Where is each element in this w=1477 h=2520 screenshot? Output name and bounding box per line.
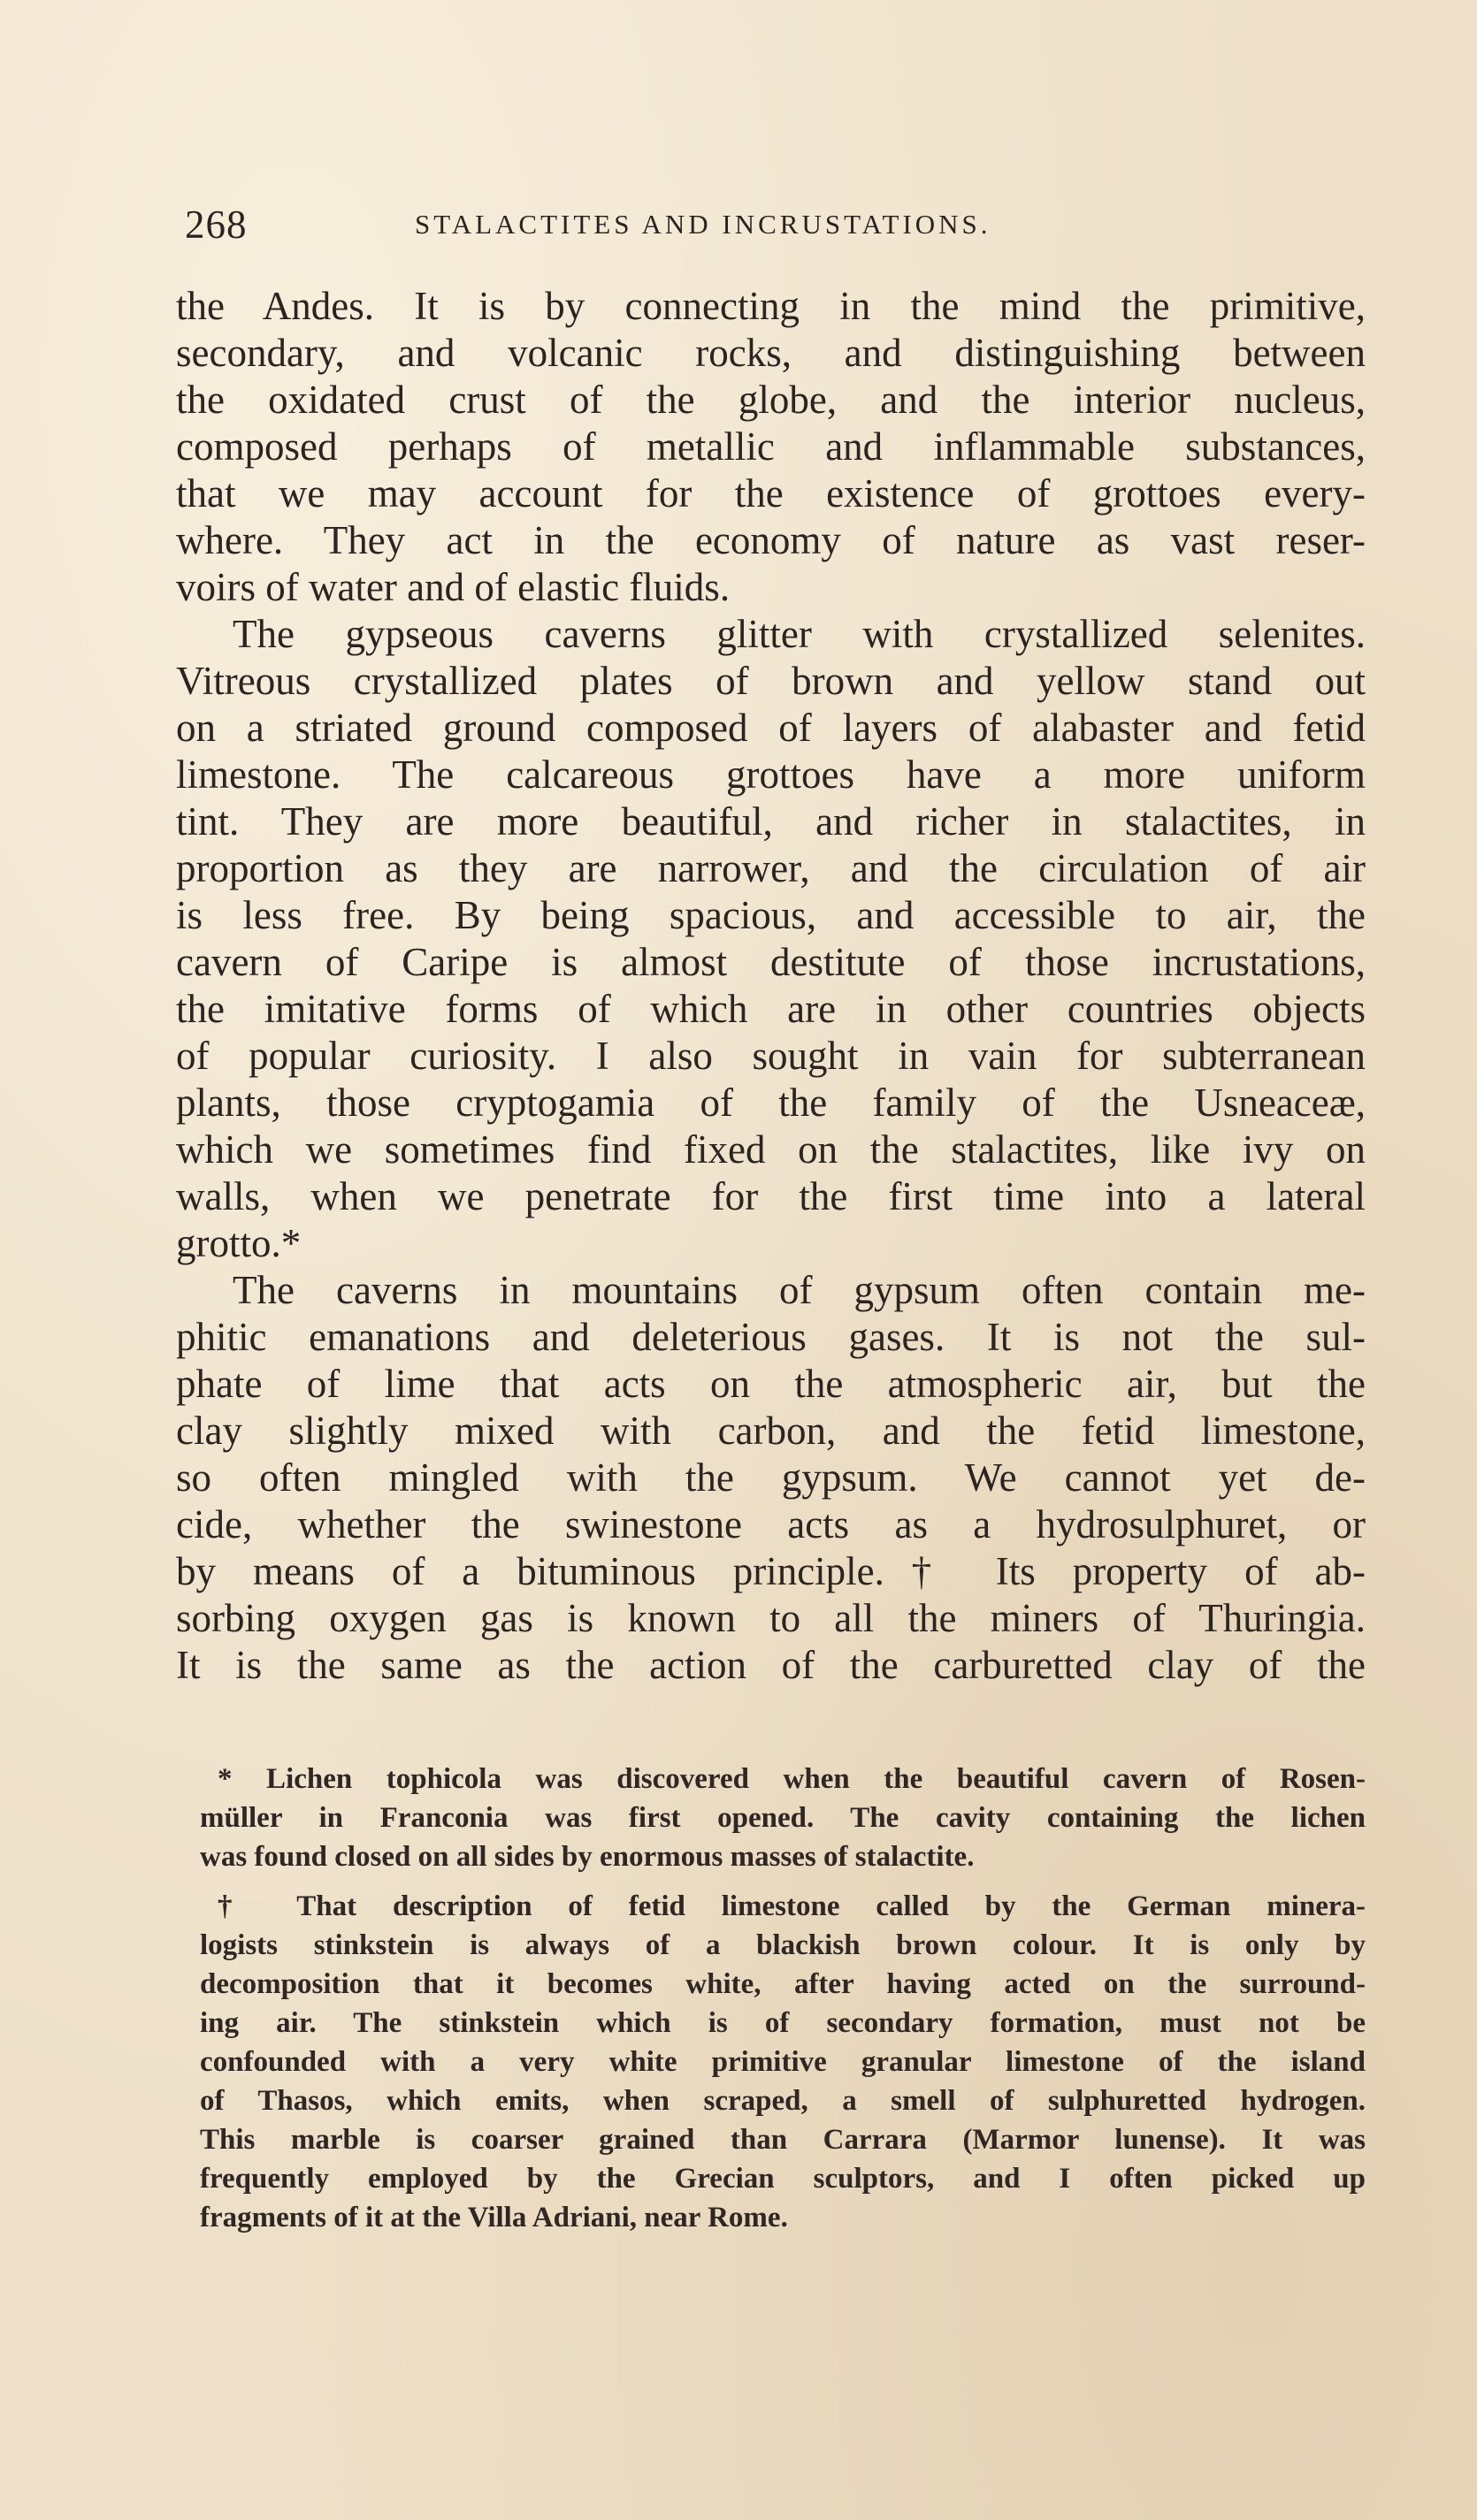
body-line: the oxidated crust of the globe, and the interior nucleus, — [176, 378, 1366, 422]
body-line: that we may account for the existence of grottoes every- — [176, 471, 1366, 515]
page-number: 268 — [185, 202, 248, 247]
body-line: grotto.* — [176, 1221, 302, 1265]
running-head: STALACTITES AND INCRUSTATIONS. — [415, 209, 991, 240]
body-line: proportion as they are narrower, and the circulation of air — [176, 846, 1366, 890]
body-line: so often mingled with the gypsum. We cannot yet de- — [176, 1455, 1366, 1500]
body-line: phate of lime that acts on the atmospheric air, but the — [176, 1362, 1366, 1406]
body-line: is less free. By being spacious, and accessible to air, the — [176, 893, 1366, 937]
body-line: composed perhaps of metallic and inflammable substances, — [176, 424, 1366, 469]
body-line: cide, whether the swinestone acts as a hydrosulphuret, or — [176, 1502, 1366, 1546]
footnote-line: This marble is coarser grained than Carrara (Marmor lunense). It was — [200, 2124, 1366, 2156]
body-line: phitic emanations and deleterious gases. It is not the sul- — [176, 1315, 1366, 1359]
body-line: which we sometimes find fixed on the stalactites, like ivy on — [176, 1127, 1366, 1172]
footnote — [200, 1887, 1366, 2237]
footnote-line: müller in Franconia was first opened. The cavity containing the lichen — [200, 1802, 1366, 1834]
body-line: limestone. The calcareous grottoes have a more uniform — [176, 752, 1366, 797]
body-line: plants, those cryptogamia of the family of the Usneaceæ, — [176, 1081, 1366, 1125]
body-line: It is the same as the action of the carburetted clay of the — [176, 1643, 1366, 1687]
footnote-line: ing air. The stinkstein which is of secondary formation, must not be — [200, 2007, 1366, 2039]
body-line: The caverns in mountains of gypsum often contain me- — [233, 1268, 1366, 1312]
body-line: secondary, and volcanic rocks, and distinguishing between — [176, 331, 1366, 375]
footnote-line: of Thasos, which emits, when scraped, a smell of sulphuretted hydrogen. — [200, 2085, 1366, 2117]
footnote — [200, 1760, 1366, 1876]
body-text — [176, 283, 1366, 1689]
body-line: on a striated ground composed of layers of alabaster and fetid — [176, 706, 1366, 750]
body-line: The gypseous caverns glitter with crystallized selenites. — [233, 612, 1366, 656]
footnote-line: * Lichen tophicola was discovered when the beautiful cavern of Rosen- — [218, 1763, 1366, 1795]
body-line: walls, when we penetrate for the first time into a lateral — [176, 1174, 1366, 1218]
body-line: tint. They are more beautiful, and richer in stalactites, in — [176, 799, 1366, 844]
body-line: cavern of Caripe is almost destitute of those incrustations, — [176, 940, 1366, 984]
footnotes — [200, 1760, 1366, 2237]
footnote-line: logists stinkstein is always of a blackish brown colour. It is only by — [200, 1929, 1366, 1961]
footnote-line: fragments of it at the Villa Adriani, near Rome. — [200, 2202, 788, 2234]
footnote-line: † That description of fetid limestone called by the German minera- — [218, 1890, 1366, 1922]
body-line: sorbing oxygen gas is known to all the miners of Thuringia. — [176, 1596, 1366, 1640]
body-line: clay slightly mixed with carbon, and the fetid limestone, — [176, 1409, 1366, 1453]
footnote-gap — [200, 1876, 1366, 1887]
body-line: the imitative forms of which are in other countries objects — [176, 987, 1366, 1031]
page-header — [185, 202, 1370, 255]
footnote-line: confounded with a very white primitive granular limestone of the island — [200, 2046, 1366, 2078]
body-line: Vitreous crystallized plates of brown and yellow stand out — [176, 659, 1366, 703]
body-line: where. They act in the economy of nature as vast reser- — [176, 518, 1366, 562]
footnote-line: frequently employed by the Grecian sculptors, and I often picked up — [200, 2163, 1366, 2195]
body-line: of popular curiosity. I also sought in vain for subterranean — [176, 1034, 1366, 1078]
body-line: the Andes. It is by connecting in the mind the primitive, — [176, 284, 1366, 328]
footnote-line: decomposition that it becomes white, after having acted on the surround- — [200, 1968, 1366, 2000]
footnote-line: was found closed on all sides by enormous masses of stalactite. — [200, 1841, 975, 1873]
body-line: voirs of water and of elastic fluids. — [176, 565, 731, 609]
body-line: by means of a bituminous principle.† Its property of ab- — [176, 1549, 1366, 1593]
